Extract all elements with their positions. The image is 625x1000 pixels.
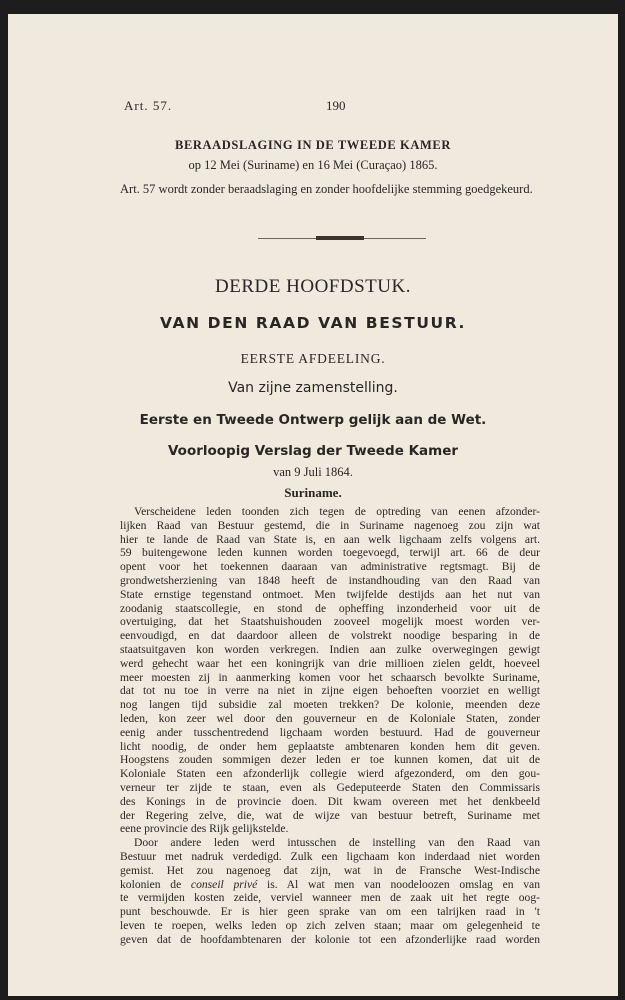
section-title: EERSTE AFDEELING.: [240, 351, 386, 366]
section-divider-accent: [316, 236, 364, 240]
text-line: punt beschouwde. Er is hier geen sprake van om een talrijken raad in 't: [120, 905, 540, 919]
text-line: Verscheidene leden toonden zich tegen de optreding van eenen afzonder-: [134, 505, 540, 518]
text-line: zoodanig staatscollegie, en stond de opheffing inzonderheid voor uit de: [120, 601, 540, 615]
text-line: Hoogstens zouden sommigen dezer leden er toe kunnen komen, dat uit de: [120, 753, 540, 767]
text-line: nog langen tijd subsidie zal moeten trekken? De kolonie, meenden deze: [120, 698, 540, 712]
text-line: eenvoudigd, en dat daardoor alleen de volstrekt noodige besparing in de: [120, 629, 540, 643]
text-line: Bestuur met nadruk verdedigd. Zulk een ligchaam kon inderdaad niet worden: [120, 849, 540, 863]
text-line: meer moesten zij in aanmerking komen voor het schaarsch bevolkte Suriname,: [120, 670, 540, 684]
book-page: [8, 14, 618, 996]
composition-heading: Van zijne zamenstelling.: [228, 380, 398, 396]
text-line: leden, kon zeer wel door den gouverneur en de Koloniale Staten, zonder: [120, 711, 540, 725]
text-line-with-italic: [120, 878, 540, 892]
text-line: verneur ter zijde te staan, even als Gedeputeerde Staten den Commissaris: [120, 780, 540, 794]
text-line: leven te roepen, welks leden op zich zelven staan; maar om gelegenheid te: [120, 918, 540, 932]
article-paragraph: Art. 57 wordt zonder beraadslaging en zonder hoofdelijke stemming goedgekeurd.: [120, 182, 533, 196]
text-line: 59 buitengewone leden kunnen worden toegevoegd, terwijl art. 66 de deur: [120, 546, 540, 560]
report-date: van 9 Juli 1864.: [273, 465, 353, 479]
text-line: overtuiging, dat het Staatshuishouden zooveel mogelijk moest worden ver-: [120, 615, 540, 629]
text-line: te vermijden kosten zeide, verviel wanneer men de zaak uit het regte oog-: [120, 891, 540, 905]
text-line: geven dat de hoofdambtenaren der kolonie tot een afzonderlijke raad worden: [120, 932, 540, 946]
text-line: Door andere leden werd intusschen de instelling van den Raad van: [134, 836, 540, 850]
text-line: werd gehecht waar het een koningrijk van drie millioen zielen geldt, hoeveel: [120, 656, 540, 670]
chapter-subtitle: VAN DEN RAAD VAN BESTUUR.: [159, 314, 467, 332]
text-line-end: is. Al wat men van noodeloozen omslag en van: [257, 877, 540, 891]
debate-dates: op 12 Mei (Suriname) en 16 Mei (Curaçao) 1865.: [188, 158, 438, 172]
drafts-heading: Eerste en Tweede Ontwerp gelijk aan de Wet.: [139, 412, 487, 428]
text-line: eene provincie des Rijk gelijkstelde.: [120, 822, 289, 836]
text-line: gemist. Het zou nagenoeg dat zijn, wat in de Fransche West-Indische: [120, 863, 540, 877]
article-label: Art. 57.: [124, 98, 173, 113]
text-line: staatsuitgaven kon worden verkregen. Indien aan zulke overwegingen gewigt: [120, 642, 540, 656]
text-line: grondwetsherziening van 1848 heeft de instandhouding van den Raad van: [120, 573, 540, 587]
italic-phrase: conseil privé: [190, 877, 258, 891]
text-line: State ernstige tegenstand ontmoet. Men twijfelde destijds aan het nut van: [120, 587, 540, 601]
text-line: Koloniale Staten een afzonderlijk collegie wierd afgezonderd, om den gou-: [120, 767, 540, 781]
body-text: [120, 505, 540, 947]
text-line: dat tot nu toe in verre na niet in zijne eigen behoeften voorziet en welligt: [120, 684, 540, 698]
text-line: der Regering zelve, die, wat de wijze van bestuur betreft, Suriname met: [120, 808, 540, 822]
debate-heading: BERAADSLAGING IN DE TWEEDE KAMER: [175, 138, 451, 152]
text-line: licht noodig, de onder hem geplaatste ambtenaren konden hem dit geven.: [120, 739, 540, 753]
report-heading: Voorloopig Verslag der Tweede Kamer: [167, 443, 459, 459]
region-heading: Suriname.: [284, 485, 342, 500]
text-line: opent voor het toekennen daaraan van administrative regtsmagt. Bij de: [120, 560, 540, 574]
chapter-title: DERDE HOOFDSTUK.: [215, 276, 411, 297]
text-line: des Konings in de provincie doen. Dit kwam overeen met het denkbeeld: [120, 794, 540, 808]
page-number: 190: [326, 98, 346, 113]
text-line: hier te lande de Raad van State is, en aan welk ligchaam zelfs volgens art.: [120, 532, 540, 546]
text-line: eenig ander tusschentredend ligchaam worden bestuurd. Had de gouverneur: [120, 725, 540, 739]
text-line-start: kolonien de: [120, 877, 191, 891]
text-line: lijken Raad van Bestuur gestemd, die in Suriname nagenoeg zou zijn wat: [120, 518, 540, 532]
